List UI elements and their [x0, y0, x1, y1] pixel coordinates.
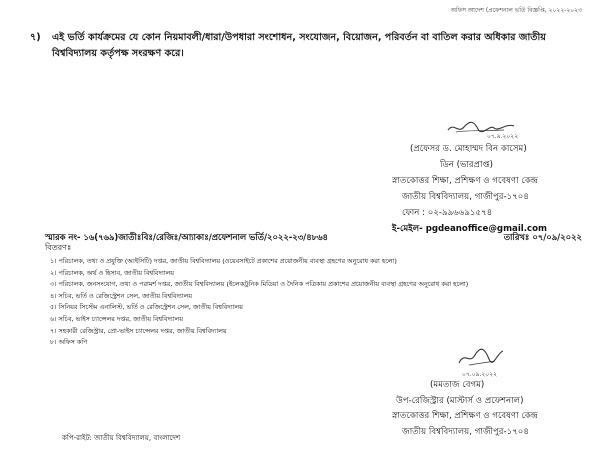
signatory-1-name: (প্রফেসর ড. মোহাম্মদ বিন কাসেম) [410, 144, 527, 154]
distribution-item: ১। পরিচালক, তথ্য ও প্রযুক্তি (আইসিটি) দপ্তর, জাতীয় বিশ্ববিদ্যালয় (ওয়েবসাইটে প্রকাশের প্রয়োজনীয় ব্যবস্থা গ্রহণের অনুরোধ করা হলো) [50, 257, 397, 265]
signatory-1-block [392, 141, 547, 237]
header-note: অফিস আদেশ (প্রফেশনাল ভর্তি বিজ্ঞপ্তি, ২০২২-২০২৩ [450, 7, 582, 14]
signatory-2-name: (মমতাজ বেগম) [430, 380, 485, 390]
distribution-item: ৮। অফিস কপি [50, 338, 88, 347]
signatory-2-institution: জাতীয় বিশ্ববিদ্যালয়, গাজীপুর-১৭০৪ [402, 426, 529, 437]
signature-2-image [455, 345, 505, 369]
signatory-2-title: উপ-রেজিস্ট্রার (মাস্টার্স ও প্রফেশনাল) [396, 395, 524, 406]
signatory-1-phone: ফোন : ০২-৯৯৬৬৯১৫৭৪ [402, 208, 493, 218]
clause-7 [30, 30, 590, 62]
clause-text: এই ভর্তি কার্যক্রমের যে কোন নিয়মাবলী/ধারা/উপধারা সংশোধন, সংযোজন, বিয়োজন, পরিবর্তন বা বাতিল করার অধিকার জাতীয় বিশ্ববিদ্যালয় কর্তৃপক্ষ সংরক্ষণ করে। [52, 32, 546, 59]
distribution-item: ৩। পরিচালক, জনসংযোগ, তথ্য ও পরামর্শ দপ্তর, জাতীয় বিশ্ববিদ্যালয় (ইলেকট্রনিক মিডিয়া ও দৈনিক পত্রিকায় প্রকাশের প্রয়োজনীয় ব্যবস্থা গ্রহণের অনুরোধ করা হলো) [50, 280, 469, 289]
signatory-1-title: ডিন (ভারপ্রাপ্ত) [440, 160, 493, 170]
distribution-item: ২। পরিচালক, অর্থ ও হিসাব, জাতীয় বিশ্ববিদ্যালয় [50, 268, 175, 277]
distribution-title: বিতরণঃ [45, 243, 72, 252]
signatory-2-office: স্নাতকোত্তর শিক্ষা, প্রশিক্ষণ ও গবেষণা কেন্দ্র [392, 411, 538, 421]
distribution-item: ৪। সচিব, ভর্তি ও রেজিস্ট্রেশন সেল, জাতীয় বিশ্ববিদ্যালয় [50, 291, 193, 300]
clause-number: ৭) [30, 32, 41, 43]
distribution-list [50, 256, 468, 349]
signature-2-date: ০৭.০৯.২০২২ [462, 371, 498, 378]
memo-reference: স্মারক নং- ১৬(৭৬৯)জাতীঃবিঃ/রেজিঃ/আ্যাকাঃ/প্রফেশনাল ভর্তি/২০২২-২৩/৪৮৬৪ [45, 232, 328, 242]
signatory-2-block [392, 378, 538, 440]
distribution-item: ৫। সিনিয়র সিস্টেম এনালিস্ট, ভর্তি ও রেজিস্ট্রেশন সেল, জাতীয় বিশ্ববিদ্যালয় [50, 303, 243, 312]
distribution-item: ৬। সচিব, ভাইস চ্যান্সেলর দপ্তর, জাতীয় বিশ্ববিদ্যালয় [50, 314, 184, 323]
signatory-1-email: ই-মেইল- pgdeanoffice@gmail.com [392, 224, 547, 234]
distribution-item: ৭। সহকারী রেজিস্ট্রার, প্রো-ভাইস চ্যান্সেলর দপ্তর, জাতীয় বিশ্ববিদ্যালয় [50, 326, 227, 335]
signature-1-date: ০৭.৯.২০২২ [487, 133, 519, 140]
signatory-1-institution: জাতীয় বিশ্ববিদ্যালয়, গাজীপুর-১৭০৪ [402, 192, 529, 202]
footer-copyright: কপি-রাইট: জাতীয় বিশ্ববিদ্যালয়, বাংলাদেশ [62, 434, 181, 442]
memo-date: তারিখঃ ০৭/০৯/২০২২ [503, 232, 582, 242]
signatory-1-office: স্নাতকোত্তর শিক্ষা, প্রশিক্ষণ ও গবেষণা কেন্দ্র [392, 176, 538, 186]
